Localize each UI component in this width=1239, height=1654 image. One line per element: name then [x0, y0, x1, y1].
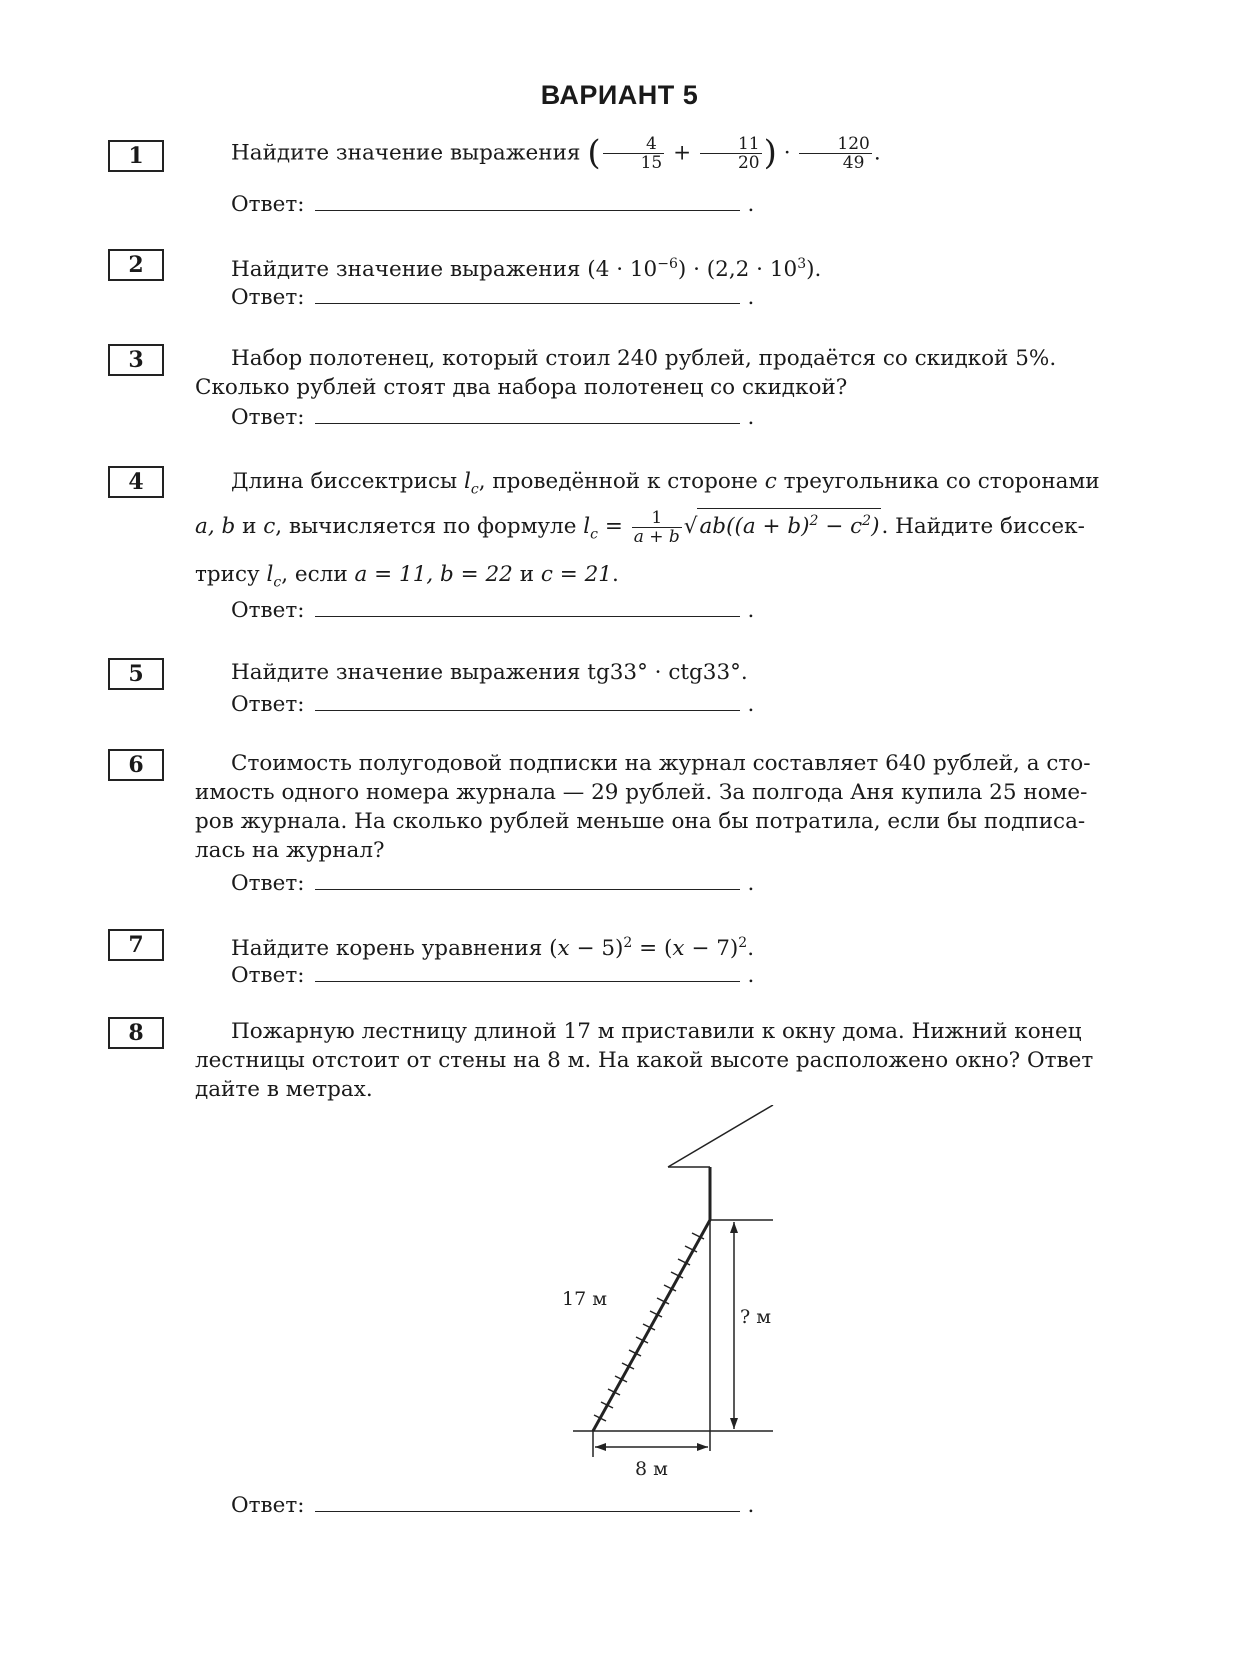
task-1: Найдите значение выражения ( $\frac{4}{15}$ + $\frac{11}{20}$ ) · $\frac{120}{49}$ .: [231, 133, 881, 173]
task-7: Найдите корень уравнения $(x - 5)^2 = (x - 7)^2$.: [231, 935, 755, 962]
answer-row-6: Ответ: .: [231, 871, 755, 896]
answer-row-2: Ответ: .: [231, 285, 755, 310]
paren-open: (: [587, 133, 601, 173]
task-6: Стоимость полугодовой подписки на журнал составляет 640 рублей, а сто- имость одного номера журнала — 29 рублей. За полгода Аня купила 25 номе- ров журнала. На сколько рублей меньше она бы потратила, если бы подписа- лась на журнал?: [195, 751, 1091, 863]
task-number-5: 5: [108, 658, 164, 690]
task-number-2: 2: [108, 249, 164, 281]
ladder-diagram: [540, 1105, 780, 1515]
task-number-1: 1: [108, 140, 164, 172]
arrow-head: [730, 1418, 738, 1429]
sqrt-expression: $ab((a + b)^2 - c^2)$: [697, 508, 881, 539]
height-label: ? м: [740, 1306, 772, 1328]
variant-title: ВАРИАНТ 5: [540, 80, 699, 110]
task-4: Длина биссектрисы $l_c$, проведённой к стороне c треугольника со сторонами a, b и c, вычисляется по формуле $l_c$ = $\frac{1}{a + b}$ $√ab((a + b)^2 - c^2)$. Найдите биссек- трису $l_c$, если a = 11, b = 22 и c = 21.: [195, 469, 1100, 590]
task-2: Найдите значение выражения $(4 \cdot 10^{-6}) \cdot (2,2 \cdot 10^3)$.: [231, 256, 822, 283]
base-length-label: 8 м: [635, 1458, 668, 1480]
answer-row-1: Ответ: .: [231, 192, 755, 217]
arrow-head: [595, 1443, 606, 1451]
ladder-length-label: 17 м: [562, 1288, 607, 1310]
fraction: $\frac{4}{15}$: [603, 135, 665, 172]
answer-input[interactable]: [315, 192, 740, 211]
answer-input[interactable]: [315, 871, 740, 890]
answer-row-7: Ответ: .: [231, 963, 755, 988]
task-number-4: 4: [108, 466, 164, 498]
answer-input[interactable]: [315, 692, 740, 711]
task-number-3: 3: [108, 344, 164, 376]
fraction: $\frac{120}{49}$: [799, 135, 871, 172]
answer-row-3: Ответ: .: [231, 405, 755, 430]
roof-line: [668, 1105, 773, 1167]
task-number-6: 6: [108, 749, 164, 781]
task-number-7: 7: [108, 929, 164, 961]
answer-input[interactable]: [315, 405, 740, 424]
task-3: Набор полотенец, который стоил 240 рублей, продаётся со скидкой 5%. Сколько рублей стоят два набора полотенец со скидкой?: [195, 346, 1057, 400]
ladder: [593, 1220, 710, 1431]
arrow-head: [730, 1222, 738, 1233]
paren-close: ): [763, 133, 777, 173]
answer-row-8: Ответ: .: [231, 1493, 755, 1518]
task-number-8: 8: [108, 1017, 164, 1049]
task-text: Найдите значение выражения: [231, 140, 581, 166]
fraction: $\frac{1}{a + b}$: [633, 507, 680, 547]
answer-row-4: Ответ: .: [231, 598, 755, 623]
answer-input[interactable]: [315, 1493, 740, 1512]
answer-input[interactable]: [315, 598, 740, 617]
answer-input[interactable]: [315, 963, 740, 982]
task-8: Пожарную лестницу длиной 17 м приставили к окну дома. Нижний конец лестницы отстоит от стены на 8 м. На какой высоте расположено окно? Ответ дайте в метрах.: [195, 1019, 1094, 1102]
answer-input[interactable]: [315, 285, 740, 304]
arrow-head: [697, 1443, 708, 1451]
fraction: $\frac{11}{20}$: [700, 135, 762, 172]
answer-row-5: Ответ: .: [231, 692, 755, 717]
task-5: Найдите значение выражения tg33° · ctg33°.: [231, 660, 748, 685]
